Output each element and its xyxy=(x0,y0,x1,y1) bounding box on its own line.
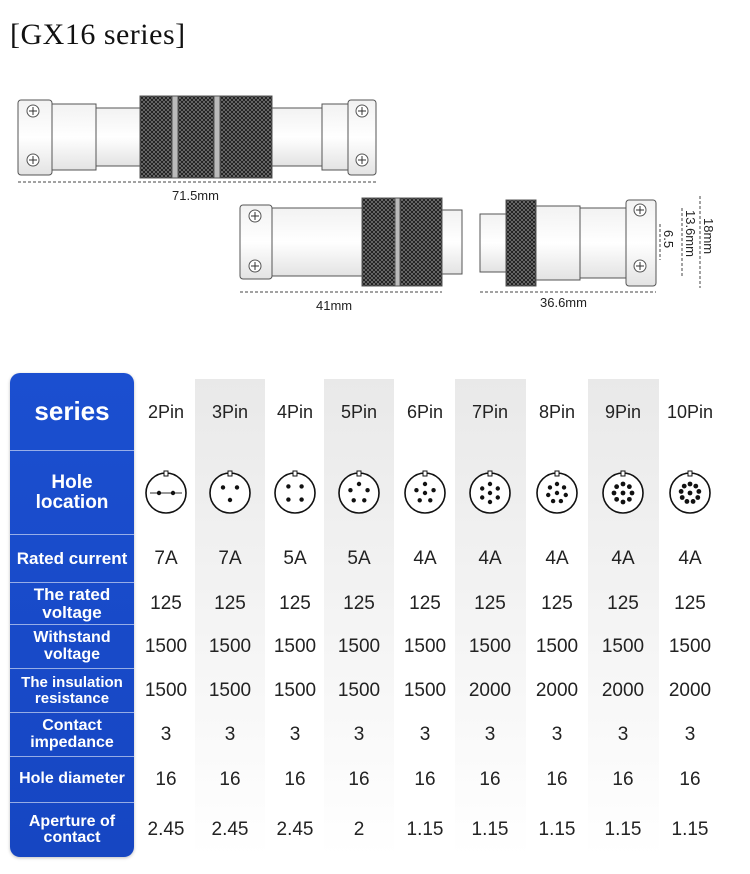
cell-hole-diameter: 16 xyxy=(612,769,634,790)
pin-column xyxy=(654,379,726,857)
cell-rated-voltage: 125 xyxy=(541,593,573,614)
pin-column xyxy=(195,379,265,857)
pin-dot xyxy=(414,488,418,492)
cell-rated-current: 4A xyxy=(611,548,635,569)
cell-rated-voltage: 125 xyxy=(409,593,441,614)
pin-dot xyxy=(555,491,559,495)
10-pin-layout-icon xyxy=(654,451,726,535)
cell-rated-voltage: 125 xyxy=(343,593,375,614)
cell-hole-diameter: 16 xyxy=(414,769,436,790)
pin-series-label: 5Pin xyxy=(340,401,378,422)
pin-dot xyxy=(614,484,619,489)
pin-dot xyxy=(299,497,303,501)
8-pin-layout-icon xyxy=(522,451,592,535)
pin-column xyxy=(261,379,329,857)
cell-rated-voltage: 125 xyxy=(150,593,182,614)
cell-aperture-of-contact: 2.45 xyxy=(147,819,185,840)
pin-series-label: 2Pin xyxy=(147,401,185,422)
pin-dot xyxy=(555,482,559,486)
row-label-withstand-voltage: Withstand voltage xyxy=(10,625,134,669)
row-label-hole-location: Hole location xyxy=(10,451,134,535)
outer-diameter-label: 18mm xyxy=(701,218,716,255)
pin-dot xyxy=(688,491,693,496)
cell-hole-diameter: 16 xyxy=(546,769,568,790)
pin-dot xyxy=(423,482,427,486)
5-pin-layout-icon xyxy=(324,451,394,535)
pin-series-label: 4Pin xyxy=(276,401,314,422)
pin-dot xyxy=(614,497,619,502)
cell-withstand-voltage: 1500 xyxy=(535,636,579,657)
cell-hole-diameter: 16 xyxy=(155,769,177,790)
4-pin-layout-icon xyxy=(261,451,329,535)
cell-contact-impedance: 3 xyxy=(160,724,172,745)
cell-rated-current: 7A xyxy=(154,548,178,569)
pin-dot xyxy=(551,499,555,503)
pin-dot xyxy=(564,493,568,497)
cell-rated-current: 7A xyxy=(218,548,242,569)
row-label-rated-current: Rated current xyxy=(10,535,134,583)
pin-dot xyxy=(488,500,492,504)
pin-dot xyxy=(423,491,427,495)
pin-series-label: 6Pin xyxy=(406,401,444,422)
pin-dot xyxy=(621,500,626,505)
cell-hole-diameter: 16 xyxy=(284,769,306,790)
pin-dot xyxy=(621,482,626,487)
cell-withstand-voltage: 1500 xyxy=(601,636,645,657)
pin-dot xyxy=(352,498,356,502)
cell-insulation-resistance: 1500 xyxy=(403,680,447,701)
cell-rated-voltage: 125 xyxy=(214,593,246,614)
row-label-contact-impedance: Contact impedance xyxy=(10,713,134,757)
cell-rated-current: 4A xyxy=(413,548,437,569)
cell-aperture-of-contact: 1.15 xyxy=(406,819,444,840)
pin-dot xyxy=(496,495,500,499)
3-pin-layout-icon xyxy=(195,451,265,535)
pin-column xyxy=(132,379,200,857)
cell-rated-voltage: 125 xyxy=(279,593,311,614)
cell-withstand-voltage: 1500 xyxy=(273,636,317,657)
7-pin-layout-icon xyxy=(455,451,526,535)
pin-dot xyxy=(357,482,361,486)
pin-dot xyxy=(630,491,635,496)
cell-insulation-resistance: 2000 xyxy=(535,680,579,701)
pin-dot xyxy=(562,485,566,489)
pin-dot xyxy=(680,495,685,500)
cell-aperture-of-contact: 1.15 xyxy=(538,819,576,840)
pin-dot xyxy=(685,499,690,504)
6-pin-layout-icon xyxy=(391,451,460,535)
pin-dot xyxy=(496,486,500,490)
pin-dot xyxy=(696,489,701,494)
socket-length-label: 36.6mm xyxy=(540,295,587,310)
cell-contact-impedance: 3 xyxy=(419,724,431,745)
pin-dot xyxy=(365,488,369,492)
pin-dot xyxy=(691,499,696,504)
cell-rated-voltage: 125 xyxy=(674,593,706,614)
pin-dot xyxy=(679,489,684,494)
total-length-label: 71.5mm xyxy=(172,188,219,203)
cell-withstand-voltage: 1500 xyxy=(337,636,381,657)
pin-dot xyxy=(682,484,687,489)
spec-table xyxy=(10,373,736,857)
cell-rated-current: 5A xyxy=(283,548,307,569)
pin-series-label: 8Pin xyxy=(538,401,576,422)
row-label-series: series xyxy=(10,373,134,451)
cell-rated-current: 4A xyxy=(545,548,569,569)
pin-series-label: 9Pin xyxy=(604,401,642,422)
pin-dot xyxy=(693,484,698,489)
cell-aperture-of-contact: 2.45 xyxy=(276,819,314,840)
pin-dot xyxy=(228,498,232,502)
cell-insulation-resistance: 1500 xyxy=(144,680,188,701)
pin-dot xyxy=(428,498,432,502)
cell-hole-diameter: 16 xyxy=(679,769,701,790)
cell-withstand-voltage: 1500 xyxy=(468,636,512,657)
pin-series-label: 10Pin xyxy=(666,401,714,422)
pin-dot xyxy=(488,482,492,486)
pin-series-label: 7Pin xyxy=(471,401,509,422)
cell-withstand-voltage: 1500 xyxy=(403,636,447,657)
cell-contact-impedance: 3 xyxy=(353,724,365,745)
pin-dot xyxy=(480,486,484,490)
pin-dot xyxy=(559,499,563,503)
pin-column xyxy=(588,379,659,857)
cell-hole-diameter: 16 xyxy=(219,769,241,790)
cell-aperture-of-contact: 2 xyxy=(353,819,365,840)
pin-dot xyxy=(235,485,239,489)
pin-dot xyxy=(286,484,290,488)
pin-dot xyxy=(480,495,484,499)
pin-dot xyxy=(171,491,175,495)
pin-dot xyxy=(431,488,435,492)
pin-dot xyxy=(286,497,290,501)
plug-length-label: 41mm xyxy=(316,298,353,313)
cell-withstand-voltage: 1500 xyxy=(144,636,188,657)
cell-contact-impedance: 3 xyxy=(617,724,629,745)
pin-dot xyxy=(299,484,303,488)
socket-part xyxy=(480,200,656,286)
cell-insulation-resistance: 1500 xyxy=(208,680,252,701)
cell-rated-current: 4A xyxy=(478,548,502,569)
cell-rated-voltage: 125 xyxy=(474,593,506,614)
inner-diameter-label: 13.6mm xyxy=(683,210,698,257)
pin-dot xyxy=(348,488,352,492)
cell-aperture-of-contact: 1.15 xyxy=(471,819,509,840)
cell-withstand-voltage: 1500 xyxy=(668,636,712,657)
row-label-insulation-resistance: The insulation resistance xyxy=(10,669,134,713)
pin-dot xyxy=(695,495,700,500)
pin-dot xyxy=(627,484,632,489)
cell-insulation-resistance: 1500 xyxy=(273,680,317,701)
row-header-column xyxy=(10,373,134,857)
pin-dot xyxy=(548,485,552,489)
pin-dot xyxy=(627,497,632,502)
pin-column xyxy=(455,379,526,857)
plug-part xyxy=(240,198,462,286)
pin-dot xyxy=(546,493,550,497)
cell-aperture-of-contact: 1.15 xyxy=(604,819,642,840)
cell-hole-diameter: 16 xyxy=(479,769,501,790)
pin-column xyxy=(391,379,460,857)
row-label-aperture-of-contact: Aperture of contact xyxy=(28,812,116,846)
cell-insulation-resistance: 2000 xyxy=(601,680,645,701)
hole-spacing-label: 6.5 xyxy=(661,230,676,249)
pin-dot xyxy=(612,491,617,496)
cell-contact-impedance: 3 xyxy=(551,724,563,745)
cell-insulation-resistance: 2000 xyxy=(468,680,512,701)
pin-column xyxy=(522,379,592,857)
cell-aperture-of-contact: 2.45 xyxy=(211,819,249,840)
cell-contact-impedance: 3 xyxy=(289,724,301,745)
cell-hole-diameter: 16 xyxy=(348,769,370,790)
2-pin-layout-icon xyxy=(132,451,200,535)
pin-dot xyxy=(688,482,693,487)
pin-dot xyxy=(157,491,161,495)
connector-dimension-drawing xyxy=(0,80,750,330)
pin-column xyxy=(324,379,394,857)
cell-insulation-resistance: 2000 xyxy=(668,680,712,701)
pin-series-label: 3Pin xyxy=(211,401,249,422)
pin-dot xyxy=(362,498,366,502)
cell-rated-voltage: 125 xyxy=(607,593,639,614)
pin-dot xyxy=(621,491,626,496)
page-title: [GX16 series] xyxy=(10,18,186,51)
cell-contact-impedance: 3 xyxy=(684,724,696,745)
cell-rated-current: 4A xyxy=(678,548,702,569)
cell-contact-impedance: 3 xyxy=(484,724,496,745)
9-pin-layout-icon xyxy=(588,451,659,535)
cell-aperture-of-contact: 1.15 xyxy=(671,819,709,840)
cell-withstand-voltage: 1500 xyxy=(208,636,252,657)
row-label-hole-diameter: Hole diameter xyxy=(10,757,134,803)
assembled-connector xyxy=(18,96,376,178)
row-label-rated-voltage: The rated voltage xyxy=(10,583,134,625)
pin-dot xyxy=(488,491,492,495)
cell-rated-current: 5A xyxy=(347,548,371,569)
pin-dot xyxy=(221,485,225,489)
pin-dot xyxy=(418,498,422,502)
cell-contact-impedance: 3 xyxy=(224,724,236,745)
cell-insulation-resistance: 1500 xyxy=(337,680,381,701)
